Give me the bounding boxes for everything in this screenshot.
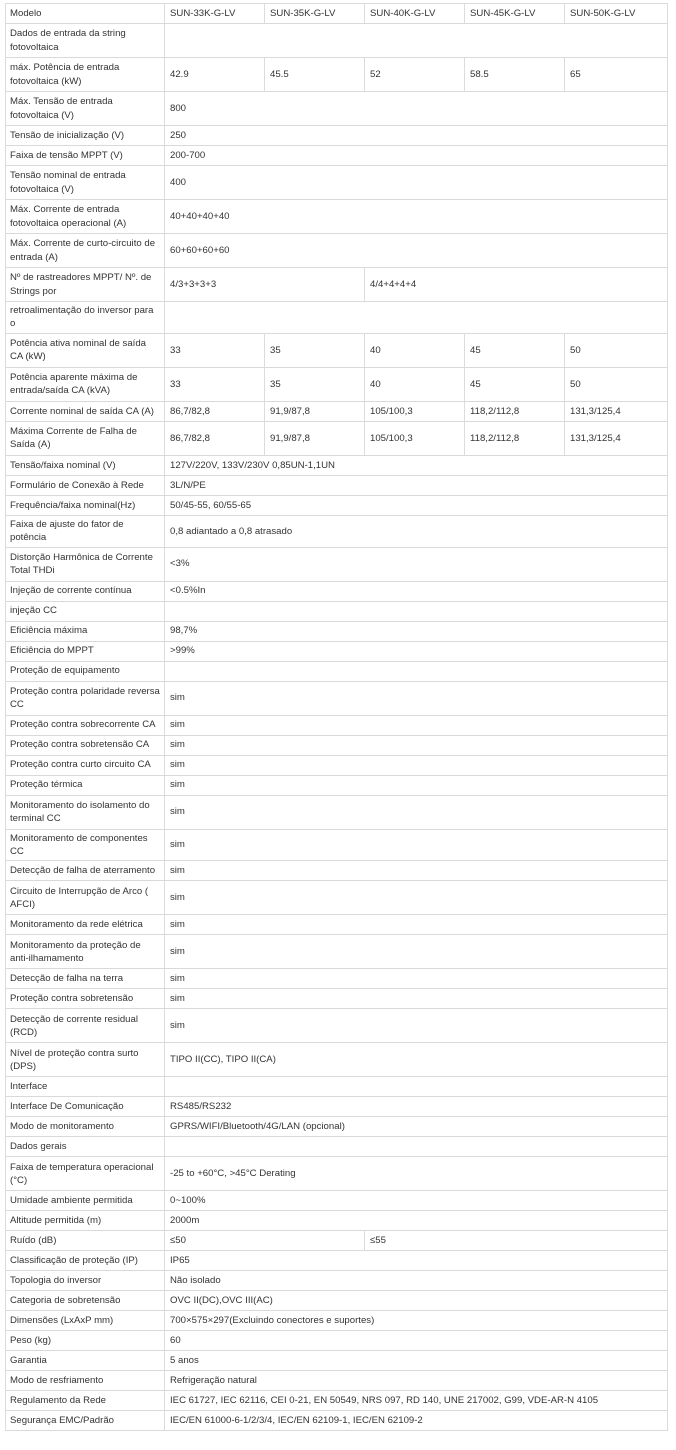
table-row [6,1331,668,1351]
row-label-cell: Proteção contra curto circuito CA [6,755,165,775]
header-model-cell: SUN-33K-G-LV [165,4,265,24]
row-value-cell: Não isolado [165,1271,668,1291]
row-value-cell: 0~100% [165,1191,668,1211]
row-value-cell: 35 [265,367,365,401]
table-row [6,495,668,515]
table-row [6,1211,668,1231]
row-label-cell: Corrente nominal de saída CA (A) [6,401,165,421]
table-row [6,126,668,146]
row-value-cell: 3L/N/PE [165,475,668,495]
row-value-cell: sim [165,795,668,829]
row-label-cell: Proteção térmica [6,775,165,795]
row-value-cell: 42.9 [165,58,265,92]
table-row [6,1117,668,1137]
row-label-cell: Faixa de ajuste do fator de potência [6,515,165,547]
row-label-cell: retroalimentação do inversor para o [6,302,165,334]
table-row [6,367,668,401]
row-label-cell: Formulário de Conexão à Rede [6,475,165,495]
row-value-cell: 86,7/82,8 [165,421,265,455]
row-empty-cell [165,601,668,621]
row-value-cell: 60 [165,1331,668,1351]
table-row [6,1351,668,1371]
table-row [6,302,668,334]
table-row [6,333,668,367]
row-value-cell: 86,7/82,8 [165,401,265,421]
table-row [6,1251,668,1271]
row-label-cell: Dados gerais [6,1137,165,1157]
row-value-cell: 131,3/125,4 [565,401,668,421]
row-value-cell: sim [165,935,668,969]
row-value-cell: 33 [165,333,265,367]
row-label-cell: Segurança EMC/Padrão [6,1411,165,1431]
row-value-cell: sim [165,969,668,989]
row-empty-cell [165,1077,668,1097]
header-label-cell: Modelo [6,4,165,24]
row-label-cell: Máxima Corrente de Falha de Saída (A) [6,421,165,455]
row-value-cell: ≤55 [365,1231,668,1251]
table-row [6,581,668,601]
row-label-cell: Tensão nominal de entrada fotovoltaica (V) [6,166,165,200]
row-value-cell: 50 [565,367,668,401]
row-value-cell: Refrigeração natural [165,1371,668,1391]
table-row [6,24,668,58]
row-label-cell: Altitude permitida (m) [6,1211,165,1231]
table-row [6,1231,668,1251]
table-row [6,1191,668,1211]
row-label-cell: Proteção contra sobrecorrente CA [6,715,165,735]
row-label-cell: Eficiência do MPPT [6,641,165,661]
table-row [6,1157,668,1191]
table-row [6,1271,668,1291]
table-row [6,755,668,775]
row-label-cell: Topologia do inversor [6,1271,165,1291]
row-value-cell: 105/100,3 [365,421,465,455]
row-label-cell: Interface [6,1077,165,1097]
row-value-cell: 98,7% [165,621,668,641]
table-row [6,621,668,641]
row-value-cell: 40+40+40+40 [165,200,668,234]
row-value-cell: 50/45-55, 60/55-65 [165,495,668,515]
row-label-cell: Tensão de inicialização (V) [6,126,165,146]
row-value-cell: 105/100,3 [365,401,465,421]
row-label-cell: Distorção Harmônica de Corrente Total THDi [6,547,165,581]
table-row [6,455,668,475]
table-row [6,401,668,421]
row-empty-cell [165,302,668,334]
row-label-cell: Modo de monitoramento [6,1117,165,1137]
header-model-cell: SUN-45K-G-LV [465,4,565,24]
row-value-cell: 50 [565,333,668,367]
row-label-cell: Tensão/faixa nominal (V) [6,455,165,475]
row-label-cell: Nível de proteção contra surto (DPS) [6,1043,165,1077]
row-label-cell: Interface De Comunicação [6,1097,165,1117]
row-value-cell: 2000m [165,1211,668,1231]
row-label-cell: Máx. Corrente de entrada fotovoltaica operacional (A) [6,200,165,234]
row-value-cell: >99% [165,641,668,661]
row-value-cell: IEC/EN 61000-6-1/2/3/4, IEC/EN 62109-1, IEC/EN 62109-2 [165,1411,668,1431]
row-label-cell: Máx. Corrente de curto-circuito de entrada (A) [6,234,165,268]
row-empty-cell [165,661,668,681]
row-label-cell: Detecção de falha na terra [6,969,165,989]
table-row [6,146,668,166]
table-row [6,268,668,302]
row-empty-cell [165,24,668,58]
table-row [6,234,668,268]
row-label-cell: Nº de rastreadores MPPT/ Nº. de Strings por [6,268,165,302]
row-label-cell: Faixa de temperatura operacional (°C) [6,1157,165,1191]
row-value-cell: sim [165,681,668,715]
row-value-cell: TIPO II(CC), TIPO II(CA) [165,1043,668,1077]
table-row [6,681,668,715]
table-row [6,1077,668,1097]
row-value-cell: 131,3/125,4 [565,421,668,455]
row-value-cell: 45 [465,333,565,367]
row-value-cell: 91,9/87,8 [265,401,365,421]
row-value-cell: 400 [165,166,668,200]
table-row [6,989,668,1009]
table-row [6,1391,668,1411]
row-value-cell: 35 [265,333,365,367]
row-value-cell: sim [165,989,668,1009]
row-value-cell: <0.5%In [165,581,668,601]
row-value-cell: -25 to +60°C, >45°C Derating [165,1157,668,1191]
table-row [6,421,668,455]
table-row [6,715,668,735]
row-label-cell: Potência aparente máxima de entrada/saída CA (kVA) [6,367,165,401]
row-value-cell: GPRS/WIFI/Bluetooth/4G/LAN (opcional) [165,1117,668,1137]
row-label-cell: Frequência/faixa nominal(Hz) [6,495,165,515]
table-row [6,58,668,92]
row-value-cell: sim [165,715,668,735]
row-value-cell: sim [165,829,668,861]
table-row [6,1371,668,1391]
row-label-cell: Proteção contra sobretensão [6,989,165,1009]
table-row [6,969,668,989]
row-value-cell: 91,9/87,8 [265,421,365,455]
row-label-cell: Modo de resfriamento [6,1371,165,1391]
row-value-cell: sim [165,1009,668,1043]
row-label-cell: Injeção de corrente contínua [6,581,165,601]
row-label-cell: Garantia [6,1351,165,1371]
table-row [6,92,668,126]
row-label-cell: Eficiência máxima [6,621,165,641]
table-row [6,1411,668,1431]
row-value-cell: 52 [365,58,465,92]
row-value-cell: 5 anos [165,1351,668,1371]
row-value-cell: OVC II(DC),OVC III(AC) [165,1291,668,1311]
row-label-cell: Proteção contra sobretensão CA [6,735,165,755]
row-label-cell: Umidade ambiente permitida [6,1191,165,1211]
table-header-row [6,4,668,24]
row-label-cell: Monitoramento de componentes CC [6,829,165,861]
specification-table-body [6,4,668,1431]
table-row [6,775,668,795]
row-value-cell: sim [165,915,668,935]
row-value-cell: ≤50 [165,1231,365,1251]
table-row [6,166,668,200]
row-value-cell: 4/3+3+3+3 [165,268,365,302]
row-value-cell: 4/4+4+4+4 [365,268,668,302]
row-empty-cell [165,1137,668,1157]
row-value-cell: sim [165,881,668,915]
table-row [6,1043,668,1077]
table-row [6,515,668,547]
row-value-cell: IP65 [165,1251,668,1271]
row-value-cell: 40 [365,367,465,401]
row-value-cell: sim [165,755,668,775]
row-label-cell: Proteção contra polaridade reversa CC [6,681,165,715]
row-value-cell: IEC 61727, IEC 62116, CEI 0-21, EN 50549, NRS 097, RD 140, UNE 217002, G99, VDE-AR-N 4105 [165,1391,668,1411]
row-value-cell: sim [165,735,668,755]
table-row [6,881,668,915]
row-label-cell: Proteção de equipamento [6,661,165,681]
row-label-cell: Faixa de tensão MPPT (V) [6,146,165,166]
row-label-cell: Categoria de sobretensão [6,1291,165,1311]
row-value-cell: sim [165,861,668,881]
table-row [6,935,668,969]
row-value-cell: 700×575×297(Excluindo conectores e suportes) [165,1311,668,1331]
row-label-cell: Monitoramento da rede elétrica [6,915,165,935]
table-row [6,200,668,234]
table-row [6,547,668,581]
row-label-cell: Ruído (dB) [6,1231,165,1251]
row-value-cell: 40 [365,333,465,367]
row-value-cell: 0,8 adiantado a 0,8 atrasado [165,515,668,547]
table-row [6,601,668,621]
specification-table [5,3,668,1431]
table-row [6,829,668,861]
table-row [6,1291,668,1311]
row-value-cell: <3% [165,547,668,581]
row-label-cell: máx. Potência de entrada fotovoltaica (kW) [6,58,165,92]
row-value-cell: 118,2/112,8 [465,401,565,421]
row-value-cell: sim [165,775,668,795]
row-value-cell: 800 [165,92,668,126]
row-label-cell: injeção CC [6,601,165,621]
table-row [6,1311,668,1331]
row-value-cell: 45.5 [265,58,365,92]
row-value-cell: 127V/220V, 133V/230V 0,85UN-1,1UN [165,455,668,475]
row-label-cell: Máx. Tensão de entrada fotovoltaica (V) [6,92,165,126]
row-value-cell: 118,2/112,8 [465,421,565,455]
table-row [6,735,668,755]
row-value-cell: 65 [565,58,668,92]
table-row [6,1137,668,1157]
row-label-cell: Detecção de corrente residual (RCD) [6,1009,165,1043]
row-label-cell: Peso (kg) [6,1331,165,1351]
row-value-cell: 45 [465,367,565,401]
table-row [6,641,668,661]
row-value-cell: 33 [165,367,265,401]
row-value-cell: 250 [165,126,668,146]
table-row [6,915,668,935]
row-value-cell: 60+60+60+60 [165,234,668,268]
table-row [6,861,668,881]
row-value-cell: RS485/RS232 [165,1097,668,1117]
row-value-cell: 58.5 [465,58,565,92]
table-row [6,795,668,829]
row-label-cell: Potência ativa nominal de saída CA (kW) [6,333,165,367]
row-value-cell: 200-700 [165,146,668,166]
table-row [6,661,668,681]
table-row [6,475,668,495]
row-label-cell: Monitoramento da proteção de anti-ilhamamento [6,935,165,969]
table-row [6,1097,668,1117]
row-label-cell: Detecção de falha de aterramento [6,861,165,881]
row-label-cell: Circuito de Interrupção de Arco ( AFCI) [6,881,165,915]
header-model-cell: SUN-35K-G-LV [265,4,365,24]
header-model-cell: SUN-40K-G-LV [365,4,465,24]
row-label-cell: Dados de entrada da string fotovoltaica [6,24,165,58]
table-row [6,1009,668,1043]
row-label-cell: Classificação de proteção (IP) [6,1251,165,1271]
row-label-cell: Dimensões (LxAxP mm) [6,1311,165,1331]
row-label-cell: Monitoramento do isolamento do terminal CC [6,795,165,829]
row-label-cell: Regulamento da Rede [6,1391,165,1411]
header-model-cell: SUN-50K-G-LV [565,4,668,24]
